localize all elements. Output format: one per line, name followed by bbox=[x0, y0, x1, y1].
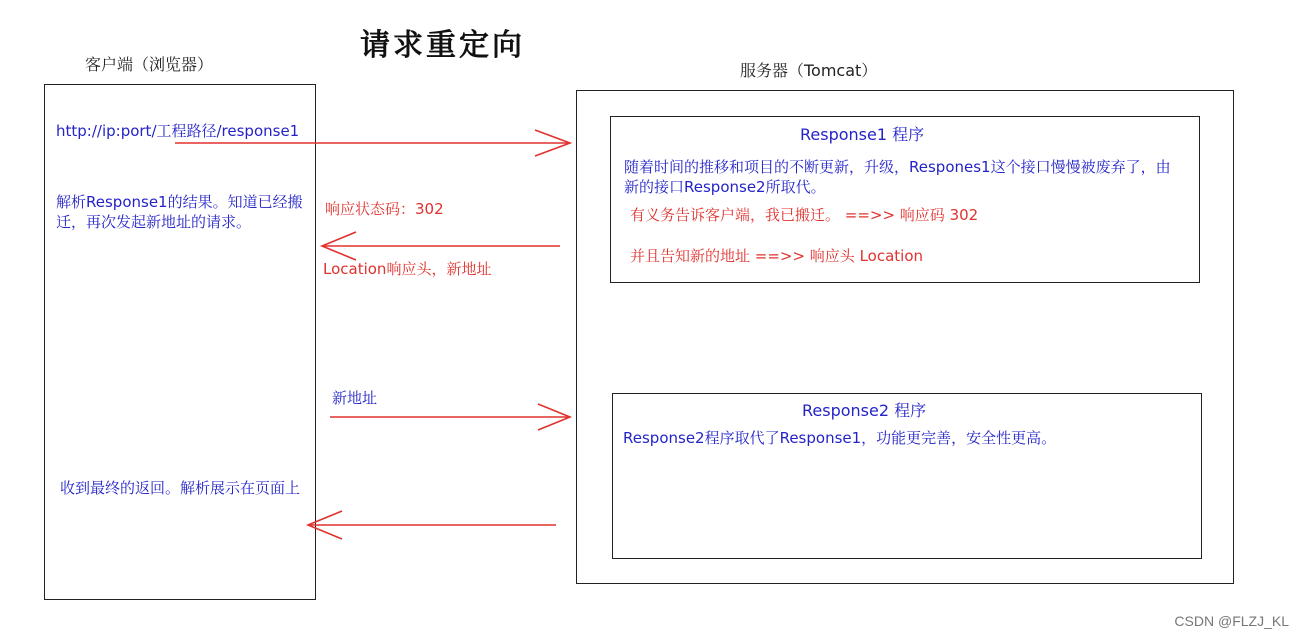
redirect-response-arrow bbox=[322, 232, 560, 260]
server-label: 服务器（Tomcat） bbox=[740, 61, 878, 80]
new-address-label: 新地址 bbox=[332, 389, 378, 407]
location-label: Location响应头，新地址 bbox=[323, 260, 492, 278]
request-url: http://ip:port/工程路径/response1 bbox=[56, 122, 300, 140]
response2-title: Response2 程序 bbox=[802, 401, 927, 420]
client-label: 客户端（浏览器） bbox=[85, 55, 214, 74]
client-final-note: 收到最终的返回。解析展示在页面上 bbox=[60, 479, 301, 497]
response1-line1: 有义务告诉客户端，我已搬迁。 ==>> 响应码 302 bbox=[630, 206, 979, 224]
status-code-label: 响应状态码：302 bbox=[325, 200, 444, 218]
watermark: CSDN @FLZJ_KL bbox=[1174, 613, 1289, 629]
request-arrow bbox=[175, 130, 570, 156]
diagram-title: 请求重定向 bbox=[360, 28, 525, 63]
final-response-arrow bbox=[308, 511, 556, 539]
client-parse-note: 解析Response1的结果。知道已经搬迁，再次发起新地址的请求。 bbox=[56, 193, 303, 231]
new-request-arrow bbox=[330, 404, 570, 430]
response2-desc: Response2程序取代了Response1，功能更完善，安全性更高。 bbox=[623, 429, 1057, 447]
response1-title: Response1 程序 bbox=[800, 125, 925, 144]
response1-line2: 并且告知新的地址 ==>> 响应头 Location bbox=[630, 247, 924, 265]
response1-desc: 随着时间的推移和项目的不断更新，升级，Respones1这个接口慢慢被废弃了，由新的接口Response2所取代。 bbox=[624, 158, 1171, 196]
